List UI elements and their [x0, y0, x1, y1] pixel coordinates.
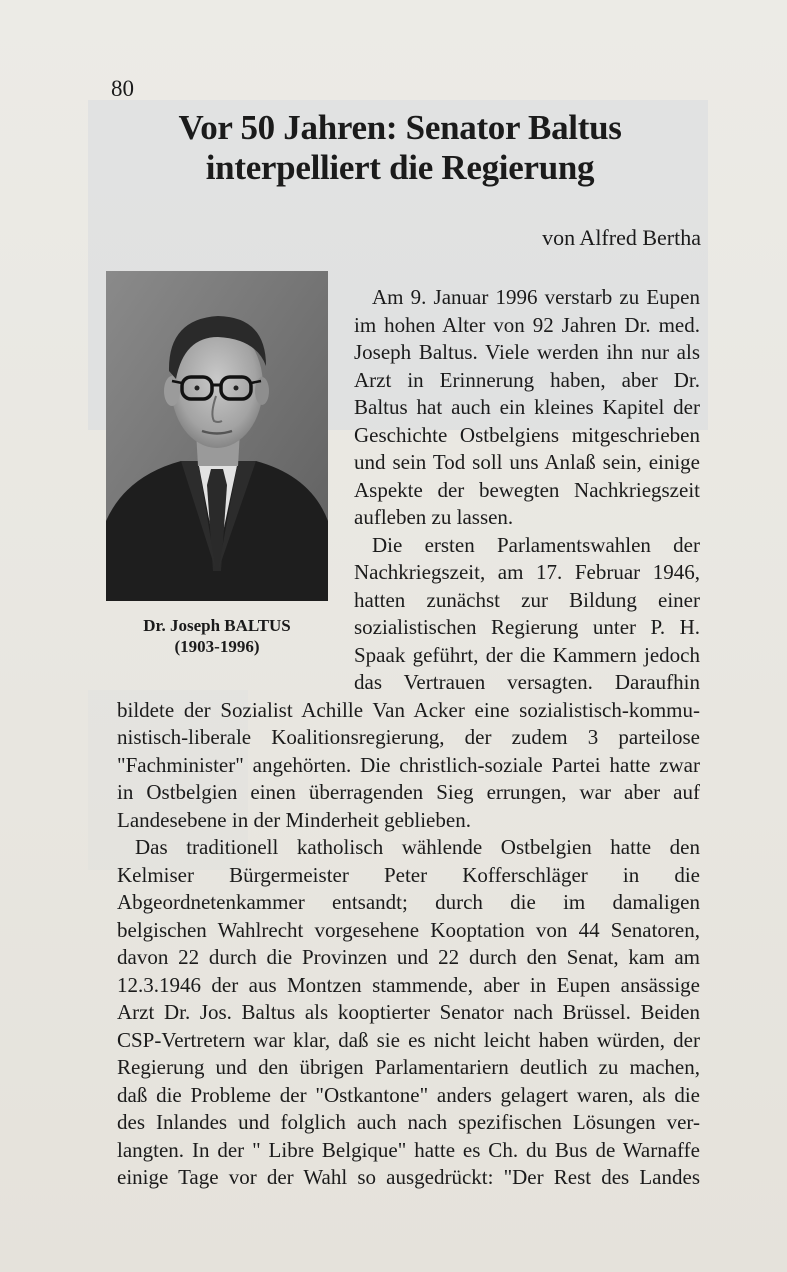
body-text-line: im hohen Alter von 92 Jahren Dr. med. [354, 312, 700, 337]
body-text-line: davon 22 durch die Provinzen und 22 durch den Senat, kam am [117, 945, 700, 969]
body-text-line: langten. In der " Libre Belgique" hatte es Ch. du Bus de Warnaffe [117, 1137, 700, 1162]
body-text-line: nistisch-liberale Koalitionsregierung, der zudem 3 parteilose [117, 725, 700, 749]
article-title [110, 108, 690, 188]
portrait-photo [106, 271, 328, 601]
body-text-line: belgischen Wahlrecht vorgesehene Kooptation von 44 Senatoren, [117, 917, 700, 942]
portrait-illustration [106, 271, 328, 601]
body-text-line: Arzt Dr. Jos. Baltus als kooptierter Senator nach Brüssel. Beiden [117, 1000, 700, 1024]
body-text-line: in Ostbelgien einen überragenden Sieg errungen, war aber auf [117, 780, 700, 804]
body-text-line: Die ersten Parlamentswahlen der [372, 532, 700, 557]
body-text-line: Regierung und den übrigen Parlamentariern deutlich zu machen, [117, 1055, 700, 1079]
body-text-line: Joseph Baltus. Viele werden ihn nur als [354, 340, 700, 364]
body-text-line: Baltus hat auch ein kleines Kapitel der [354, 395, 700, 419]
body-text-line: Das traditionell katholisch wählende Ostbelgien hatte den [135, 835, 700, 859]
body-text-line: Arzt in Erinnerung haben, aber Dr. [354, 367, 700, 392]
title-line-1: Vor 50 Jahren: Senator Baltus [178, 108, 622, 147]
body-text-line: aufleben zu lassen. [354, 505, 514, 529]
body-text-line: und sein Tod soll uns Anlaß sein, einige [354, 450, 700, 474]
author-byline: von Alfred Bertha [542, 225, 701, 250]
body-text-line: hatten zunächst zur Bildung einer [354, 587, 700, 612]
body-text-line: einige Tage vor der Wahl so ausgedrückt: "Der Rest des Landes [117, 1165, 700, 1189]
body-text-line: CSP-Vertretern war klar, daß sie es nicht leicht haben würden, der [117, 1027, 700, 1052]
body-text-line: Aspekte der bewegten Nachkriegszeit [354, 477, 700, 502]
body-text-line: Geschichte Ostbelgiens mitgeschrieben [354, 422, 700, 447]
caption-name: Dr. Joseph BALTUS [143, 616, 291, 635]
body-text-line: Kelmiser Bürgermeister Peter Kofferschläger in die [117, 862, 700, 887]
body-text-line: Spaak geführt, der die Kammern jedoch [354, 642, 700, 667]
caption-years: (1903-1996) [174, 637, 260, 656]
body-text-line: Nachkriegszeit, am 17. Februar 1946, [354, 560, 700, 584]
body-text-line: sozialistischen Regierung unter P. H. [354, 615, 700, 639]
photo-caption [106, 615, 328, 657]
body-text-line: des Inlandes und folglich auch nach spezifischen Lösungen ver- [117, 1110, 700, 1134]
title-line-2: interpelliert die Regierung [205, 148, 595, 187]
page-number: 80 [111, 76, 134, 101]
body-text-line: "Fachminister" angehörten. Die christlich-soziale Partei hatte zwar [117, 752, 700, 777]
body-text-line: Abgeordnetenkammer entsandt; durch die im damaligen [117, 890, 700, 914]
body-text-line: Landesebene in der Minderheit geblieben. [117, 807, 471, 832]
body-text-line: Am 9. Januar 1996 verstarb zu Eupen [372, 285, 700, 309]
body-text-line: daß die Probleme der "Ostkantone" anders gelagert waren, als die [117, 1082, 700, 1107]
body-text-line: das Vertrauen versagten. Daraufhin [354, 670, 700, 694]
body-text-line: 12.3.1946 der aus Montzen stammende, aber in Eupen ansässige [117, 972, 700, 997]
body-text-line: bildete der Sozialist Achille Van Acker eine sozialistisch-kommu- [117, 697, 700, 722]
